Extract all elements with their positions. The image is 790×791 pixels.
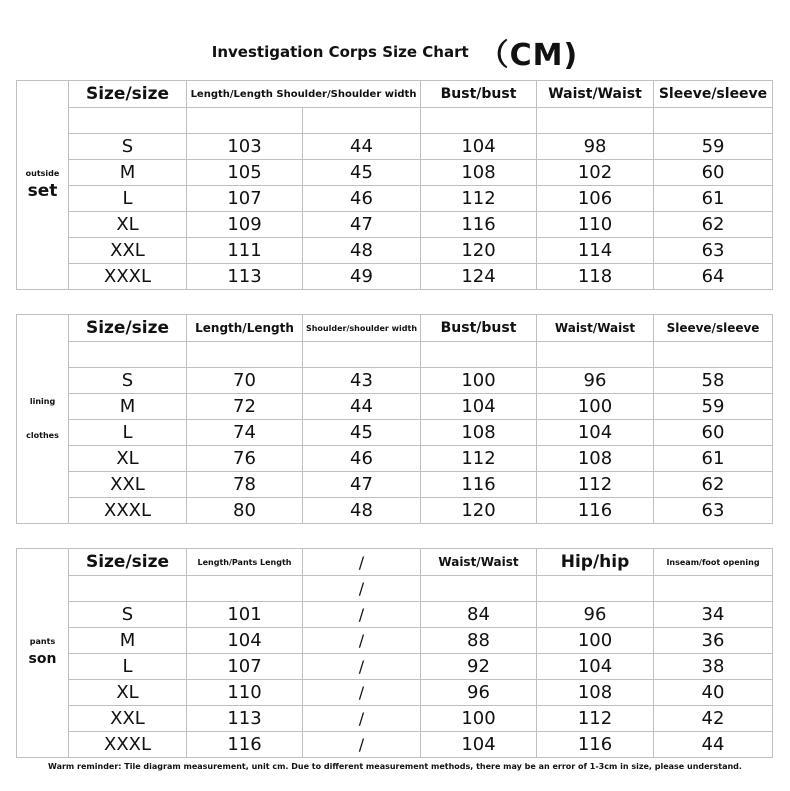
cell-length: 72 bbox=[187, 394, 303, 420]
cell-slash: / bbox=[303, 628, 421, 654]
cell-shoulder: 48 bbox=[303, 238, 421, 264]
cell-hip: 112 bbox=[537, 706, 654, 732]
table-row bbox=[17, 628, 773, 654]
cell-shoulder: 48 bbox=[303, 498, 421, 524]
cell-bust: 120 bbox=[421, 498, 537, 524]
cell-pants-length: 107 bbox=[187, 654, 303, 680]
section-label-big: set bbox=[27, 181, 58, 201]
cell-shoulder: 47 bbox=[303, 212, 421, 238]
cell-waist: 112 bbox=[537, 472, 654, 498]
cell-sleeve: 63 bbox=[654, 498, 773, 524]
section-label-big: son bbox=[28, 651, 57, 667]
header-slash: / bbox=[303, 549, 421, 576]
unit-label: （CM) bbox=[478, 38, 579, 73]
cell-slash: / bbox=[303, 576, 421, 602]
cell-waist: 88 bbox=[421, 628, 537, 654]
cell-inseam: 36 bbox=[654, 628, 773, 654]
blank-row bbox=[17, 342, 773, 368]
header-sleeve: Sleeve/sleeve bbox=[654, 315, 773, 342]
cell-size: S bbox=[69, 368, 187, 394]
cell-waist: 96 bbox=[421, 680, 537, 706]
cell-hip: 116 bbox=[537, 732, 654, 758]
outer-set-table bbox=[16, 80, 773, 290]
cell-inseam: 34 bbox=[654, 602, 773, 628]
blank-cell bbox=[654, 108, 773, 134]
header-size: Size/size bbox=[69, 81, 187, 108]
cell-waist: 108 bbox=[537, 446, 654, 472]
blank-row bbox=[17, 576, 773, 602]
cell-inseam: 44 bbox=[654, 732, 773, 758]
cell-bust: 116 bbox=[421, 472, 537, 498]
header-inseam: Inseam/foot opening bbox=[654, 549, 773, 576]
table-row bbox=[17, 160, 773, 186]
cell-bust: 104 bbox=[421, 394, 537, 420]
table-row bbox=[17, 186, 773, 212]
blank-cell bbox=[187, 576, 303, 602]
table-row bbox=[17, 680, 773, 706]
cell-pants-length: 113 bbox=[187, 706, 303, 732]
section-label-small: pants bbox=[29, 637, 56, 646]
cell-size: S bbox=[69, 602, 187, 628]
cell-size: L bbox=[69, 186, 187, 212]
cell-hip: 100 bbox=[537, 628, 654, 654]
section-label bbox=[17, 315, 69, 524]
header-bust: Bust/bust bbox=[421, 315, 537, 342]
table-row bbox=[17, 394, 773, 420]
table-row bbox=[17, 238, 773, 264]
blank-cell bbox=[69, 108, 187, 134]
cell-size: XL bbox=[69, 680, 187, 706]
header-length: Length/Length bbox=[187, 315, 303, 342]
blank-cell bbox=[69, 576, 187, 602]
table-row bbox=[17, 368, 773, 394]
cell-sleeve: 58 bbox=[654, 368, 773, 394]
header-pants-length: Length/Pants Length bbox=[187, 549, 303, 576]
section-label bbox=[17, 81, 69, 290]
cell-waist: 98 bbox=[537, 134, 654, 160]
table-row bbox=[17, 498, 773, 524]
header-size: Size/size bbox=[69, 315, 187, 342]
cell-sleeve: 61 bbox=[654, 186, 773, 212]
cell-waist: 104 bbox=[421, 732, 537, 758]
cell-size: XL bbox=[69, 446, 187, 472]
cell-inseam: 38 bbox=[654, 654, 773, 680]
cell-size: XXXL bbox=[69, 264, 187, 290]
cell-pants-length: 110 bbox=[187, 680, 303, 706]
cell-size: S bbox=[69, 134, 187, 160]
cell-waist: 116 bbox=[537, 498, 654, 524]
cell-size: XXXL bbox=[69, 732, 187, 758]
cell-slash: / bbox=[303, 602, 421, 628]
blank-cell bbox=[421, 576, 537, 602]
blank-cell bbox=[303, 342, 421, 368]
cell-sleeve: 63 bbox=[654, 238, 773, 264]
header-length-shoulder bbox=[187, 81, 421, 108]
cell-size: L bbox=[69, 420, 187, 446]
cell-sleeve: 62 bbox=[654, 212, 773, 238]
cell-bust: 120 bbox=[421, 238, 537, 264]
cell-bust: 108 bbox=[421, 160, 537, 186]
cell-length: 111 bbox=[187, 238, 303, 264]
cell-waist: 106 bbox=[537, 186, 654, 212]
cell-length: 76 bbox=[187, 446, 303, 472]
cell-size: XXL bbox=[69, 238, 187, 264]
cell-inseam: 40 bbox=[654, 680, 773, 706]
section-label-small: clothes bbox=[26, 431, 59, 440]
cell-sleeve: 61 bbox=[654, 446, 773, 472]
table-row bbox=[17, 134, 773, 160]
cell-slash: / bbox=[303, 706, 421, 732]
cell-hip: 96 bbox=[537, 602, 654, 628]
cell-length: 78 bbox=[187, 472, 303, 498]
cell-hip: 104 bbox=[537, 654, 654, 680]
section-label bbox=[17, 549, 69, 758]
cell-length: 105 bbox=[187, 160, 303, 186]
blank-cell bbox=[303, 108, 421, 134]
header-shoulder: Shoulder/Shoulder width bbox=[276, 88, 417, 100]
cell-bust: 108 bbox=[421, 420, 537, 446]
blank-cell bbox=[654, 342, 773, 368]
cell-slash: / bbox=[303, 732, 421, 758]
cell-length: 109 bbox=[187, 212, 303, 238]
table-header-row bbox=[17, 549, 773, 576]
cell-shoulder: 44 bbox=[303, 134, 421, 160]
blank-row bbox=[17, 108, 773, 134]
blank-cell bbox=[537, 108, 654, 134]
cell-slash: / bbox=[303, 654, 421, 680]
cell-hip: 108 bbox=[537, 680, 654, 706]
table-row bbox=[17, 264, 773, 290]
cell-size: M bbox=[69, 160, 187, 186]
header-size: Size/size bbox=[69, 549, 187, 576]
cell-size: M bbox=[69, 628, 187, 654]
cell-waist: 118 bbox=[537, 264, 654, 290]
cell-bust: 116 bbox=[421, 212, 537, 238]
cell-size: XXXL bbox=[69, 498, 187, 524]
cell-shoulder: 45 bbox=[303, 420, 421, 446]
section-label-small: lining bbox=[29, 397, 56, 406]
header-sleeve: Sleeve/sleeve bbox=[654, 81, 773, 108]
cell-shoulder: 46 bbox=[303, 446, 421, 472]
blank-cell bbox=[187, 342, 303, 368]
cell-shoulder: 46 bbox=[303, 186, 421, 212]
blank-cell bbox=[654, 576, 773, 602]
section-label-small: outside bbox=[25, 169, 60, 178]
cell-waist: 110 bbox=[537, 212, 654, 238]
table-row bbox=[17, 472, 773, 498]
header-hip: Hip/hip bbox=[537, 549, 654, 576]
cell-waist: 102 bbox=[537, 160, 654, 186]
blank-cell bbox=[187, 108, 303, 134]
blank-cell bbox=[421, 108, 537, 134]
cell-shoulder: 45 bbox=[303, 160, 421, 186]
cell-size: XXL bbox=[69, 706, 187, 732]
cell-bust: 104 bbox=[421, 134, 537, 160]
cell-shoulder: 49 bbox=[303, 264, 421, 290]
cell-inseam: 42 bbox=[654, 706, 773, 732]
cell-waist: 100 bbox=[537, 394, 654, 420]
cell-size: M bbox=[69, 394, 187, 420]
cell-length: 103 bbox=[187, 134, 303, 160]
cell-slash: / bbox=[303, 680, 421, 706]
header-waist: Waist/Waist bbox=[537, 315, 654, 342]
table-row bbox=[17, 446, 773, 472]
cell-sleeve: 60 bbox=[654, 420, 773, 446]
cell-length: 70 bbox=[187, 368, 303, 394]
cell-waist: 114 bbox=[537, 238, 654, 264]
blank-cell bbox=[69, 342, 187, 368]
cell-shoulder: 47 bbox=[303, 472, 421, 498]
table-row bbox=[17, 602, 773, 628]
pants-table bbox=[16, 548, 773, 758]
cell-length: 74 bbox=[187, 420, 303, 446]
cell-waist: 100 bbox=[421, 706, 537, 732]
header-bust: Bust/bust bbox=[421, 81, 537, 108]
cell-pants-length: 104 bbox=[187, 628, 303, 654]
cell-waist: 92 bbox=[421, 654, 537, 680]
header-length: Length/Length bbox=[190, 88, 273, 100]
cell-size: L bbox=[69, 654, 187, 680]
blank-cell bbox=[537, 576, 654, 602]
table-row bbox=[17, 212, 773, 238]
cell-bust: 112 bbox=[421, 186, 537, 212]
cell-sleeve: 59 bbox=[654, 134, 773, 160]
cell-sleeve: 62 bbox=[654, 472, 773, 498]
cell-pants-length: 101 bbox=[187, 602, 303, 628]
lining-table bbox=[16, 314, 773, 524]
cell-length: 80 bbox=[187, 498, 303, 524]
header-waist: Waist/Waist bbox=[421, 549, 537, 576]
cell-shoulder: 44 bbox=[303, 394, 421, 420]
cell-sleeve: 59 bbox=[654, 394, 773, 420]
cell-size: XL bbox=[69, 212, 187, 238]
table-row bbox=[17, 732, 773, 758]
chart-title-text: Investigation Corps Size Chart bbox=[211, 43, 469, 61]
chart-title bbox=[0, 30, 790, 74]
header-shoulder: Shoulder/shoulder width bbox=[303, 315, 421, 342]
cell-sleeve: 60 bbox=[654, 160, 773, 186]
table-row bbox=[17, 420, 773, 446]
blank-cell bbox=[421, 342, 537, 368]
cell-length: 107 bbox=[187, 186, 303, 212]
cell-sleeve: 64 bbox=[654, 264, 773, 290]
cell-waist: 104 bbox=[537, 420, 654, 446]
cell-bust: 112 bbox=[421, 446, 537, 472]
table-row bbox=[17, 654, 773, 680]
cell-size: XXL bbox=[69, 472, 187, 498]
table-header-row bbox=[17, 315, 773, 342]
header-waist: Waist/Waist bbox=[537, 81, 654, 108]
table-row bbox=[17, 706, 773, 732]
table-header-row bbox=[17, 81, 773, 108]
cell-waist: 96 bbox=[537, 368, 654, 394]
blank-cell bbox=[537, 342, 654, 368]
cell-waist: 84 bbox=[421, 602, 537, 628]
cell-bust: 124 bbox=[421, 264, 537, 290]
warm-reminder-note: Warm reminder: Tile diagram measurement, unit cm. Due to different measurement methods, there may be an error of 1-3cm in size, please understand. bbox=[48, 762, 742, 771]
cell-length: 113 bbox=[187, 264, 303, 290]
cell-pants-length: 116 bbox=[187, 732, 303, 758]
cell-shoulder: 43 bbox=[303, 368, 421, 394]
cell-bust: 100 bbox=[421, 368, 537, 394]
